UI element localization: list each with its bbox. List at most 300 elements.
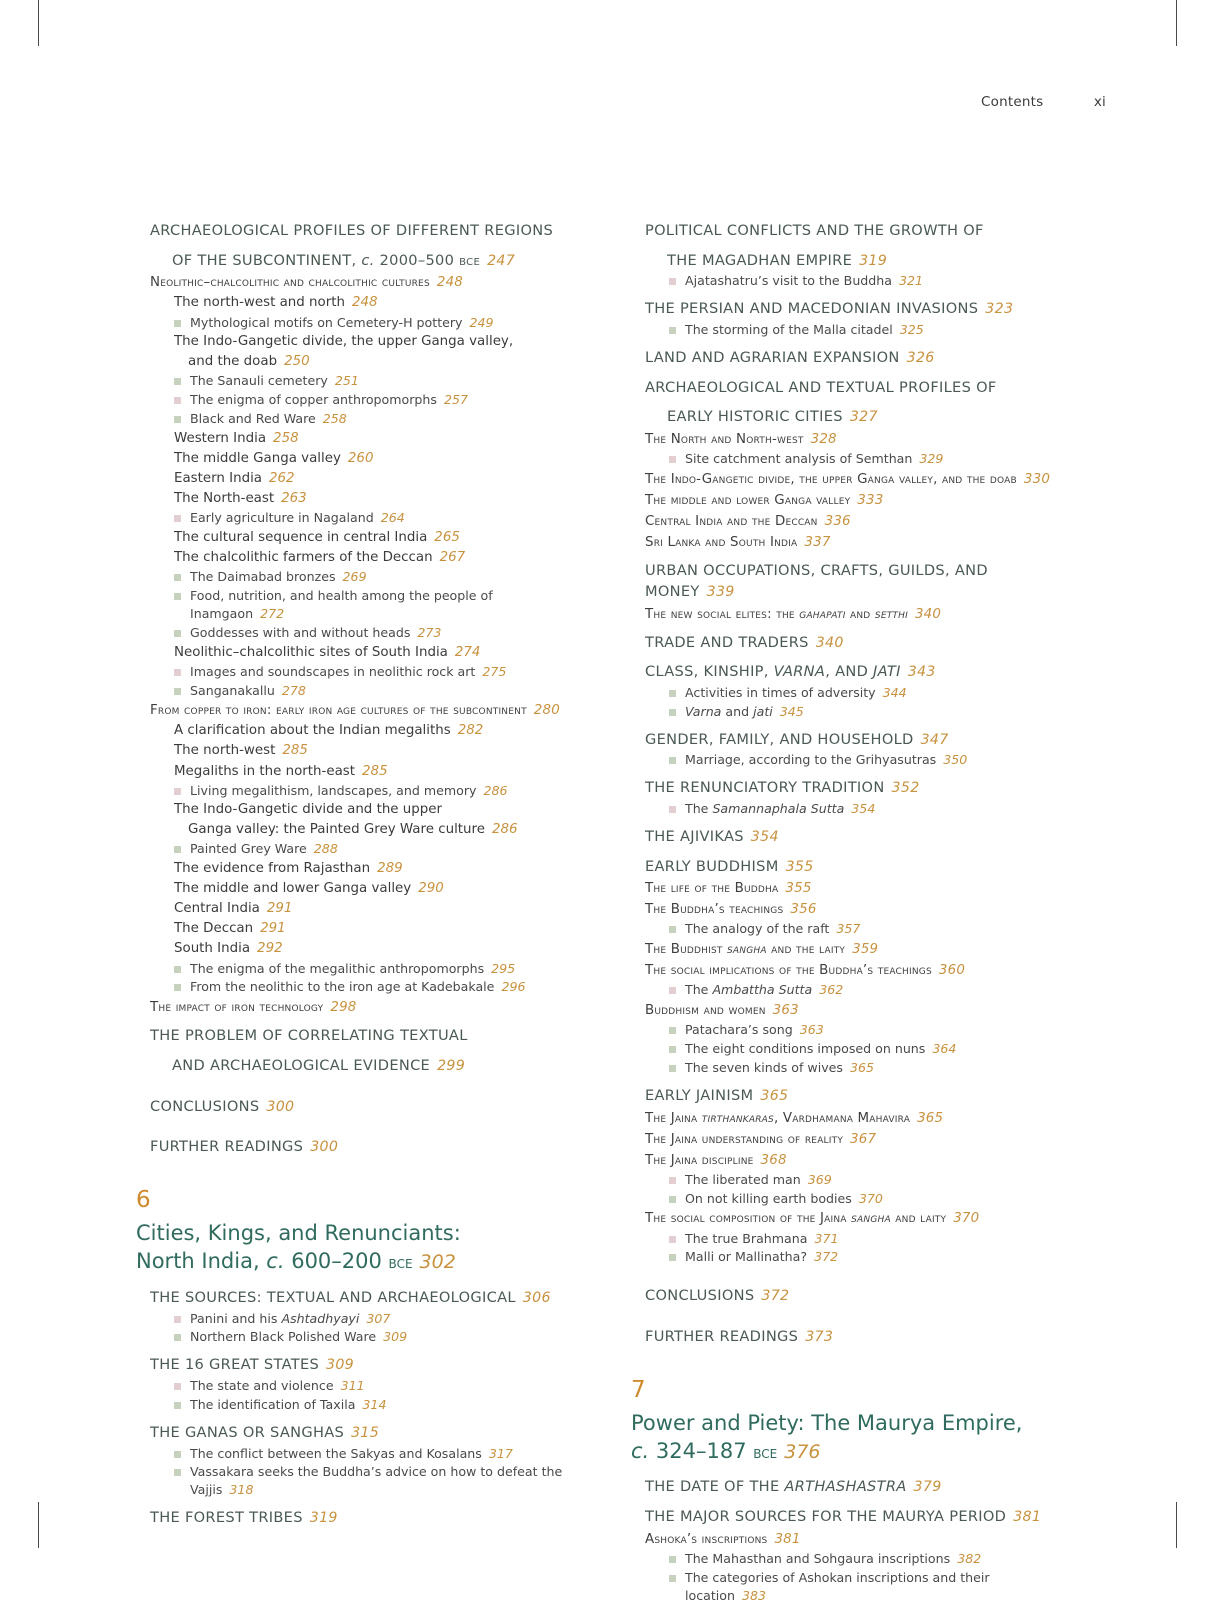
toc-page-number: 247: [487, 252, 516, 269]
toc-entry-label: Patachara’s song: [685, 1022, 793, 1038]
toc-entry-label: The analogy of the raft: [685, 921, 830, 937]
toc-page-number: 365: [760, 1087, 789, 1104]
toc-box-item[interactable]: [150, 1396, 575, 1414]
running-head-label: Contents: [981, 94, 1044, 110]
toc-heading-level3[interactable]: [150, 919, 575, 938]
toc-page-number: 275: [482, 663, 507, 679]
toc-heading-level2[interactable]: [645, 491, 1070, 510]
toc-heading-level1[interactable]: [645, 857, 1070, 878]
toc-page-number: 345: [779, 703, 804, 719]
toc-heading-level2[interactable]: [150, 701, 575, 720]
toc-heading-level1[interactable]: [150, 1288, 575, 1309]
toc-page-number: 381: [1013, 1509, 1042, 1526]
toc-page-number: 267: [439, 550, 466, 566]
toc-entry-label: The Samannaphala Sutta: [685, 801, 845, 817]
toc-heading-level1[interactable]: [645, 561, 1070, 602]
toc-box-item[interactable]: [150, 314, 575, 332]
toc-entry-label: ARCHAEOLOGICAL AND TEXTUAL PROFILES OF: [645, 378, 997, 396]
toc-box-item[interactable]: [150, 587, 575, 623]
chapter-opener[interactable]: [136, 1187, 575, 1276]
toc-page-number: 272: [260, 605, 285, 621]
toc-page-number: 318: [229, 1482, 254, 1498]
toc-heading-level3[interactable]: [150, 939, 575, 958]
toc-heading-level3[interactable]: [150, 548, 575, 567]
toc-page-number: 258: [273, 431, 299, 447]
toc-heading-level3[interactable]: [150, 449, 575, 468]
toc-heading-level3-cont[interactable]: [150, 352, 575, 371]
toc-entry-label: The seven kinds of wives: [685, 1060, 843, 1076]
toc-box-item[interactable]: [645, 1248, 1070, 1266]
toc-heading-level1[interactable]: [645, 730, 1070, 751]
toc-box-item[interactable]: [150, 1377, 575, 1395]
chapter-number: 7: [631, 1376, 646, 1403]
toc-heading-level3-cont[interactable]: [150, 820, 575, 839]
toc-box-item[interactable]: [150, 1328, 575, 1346]
toc-entry-label: THE PERSIAN AND MACEDONIAN INVASIONS: [645, 300, 979, 318]
toc-page-number: 365: [917, 1110, 944, 1126]
chapter-6-contents: [150, 1288, 575, 1529]
toc-page-number: 309: [326, 1357, 355, 1374]
toc-entry-label: The middle and lower Ganga valley: [174, 881, 412, 897]
toc-entry-label: CONCLUSIONS: [150, 1097, 260, 1115]
toc-entry-label: ARCHAEOLOGICAL PROFILES OF DIFFERENT REGIONS: [150, 222, 554, 239]
toc-heading-level1[interactable]: [645, 1477, 1070, 1498]
toc-page-number: 296: [501, 979, 526, 995]
toc-entry-label: Northern Black Polished Ware: [190, 1329, 377, 1345]
toc-entry-label: The social composition of the Jaina sangha and laity: [645, 1211, 947, 1227]
toc-entry-label: The north-west and north: [174, 295, 345, 311]
toc-heading-level2[interactable]: [645, 1001, 1070, 1020]
toc-box-item[interactable]: [645, 800, 1070, 818]
toc-page-number: 336: [824, 514, 851, 530]
toc-page-number: 354: [750, 828, 779, 845]
toc-page-number: 370: [858, 1190, 883, 1206]
spacer: [645, 1308, 1070, 1318]
toc-entry-label: Images and soundscapes in neolithic rock art: [190, 663, 476, 679]
toc-heading-level1[interactable]: [645, 778, 1070, 799]
toc-entry-label: The social implications of the Buddha’s teachings: [645, 963, 932, 979]
toc-heading-level2[interactable]: [645, 1130, 1070, 1149]
toc-page-number: 319: [859, 252, 888, 269]
toc-entry-label: Eastern India: [174, 471, 263, 487]
toc-entry-label: From copper to iron: early iron age cultures of the subcontinent: [150, 703, 527, 719]
toc-box-item[interactable]: [645, 1040, 1070, 1058]
toc-box-item[interactable]: [150, 978, 575, 996]
chapter-title-line2: North India, c. 600–200 bce 302: [136, 1249, 456, 1274]
toc-entry-label: TRADE AND TRADERS: [645, 633, 809, 651]
toc-entry-label: The North and North-west: [645, 432, 804, 448]
toc-page-number: 330: [1023, 471, 1051, 487]
toc-heading-level2[interactable]: [645, 533, 1070, 552]
toc-page-number: 264: [380, 510, 405, 526]
toc-page-number: 344: [882, 685, 907, 700]
toc-entry-label: Painted Grey Ware: [190, 841, 307, 857]
toc-heading-level3[interactable]: [150, 332, 575, 351]
toc-page-number: 251: [334, 373, 359, 389]
toc-page-number: 319: [309, 1510, 338, 1527]
toc-heading-level1[interactable]: [645, 662, 1070, 683]
toc-entry-label: The true Brahmana: [685, 1230, 808, 1246]
toc-entry-label: THE GANAS OR SANGHAS: [150, 1423, 345, 1441]
toc-box-item[interactable]: [150, 960, 575, 978]
toc-heading-level1[interactable]: [150, 1097, 575, 1118]
toc-entry-label: GENDER, FAMILY, AND HOUSEHOLD: [645, 730, 914, 748]
toc-entry-label: and the doab: [188, 354, 278, 370]
toc-heading-level2[interactable]: [645, 430, 1070, 449]
toc-box-item[interactable]: [645, 321, 1070, 339]
toc-heading-level2[interactable]: [645, 512, 1070, 531]
page-folio: xi: [1093, 94, 1106, 110]
toc-heading-level2[interactable]: [645, 1151, 1070, 1170]
toc-page-number: 362: [819, 982, 844, 998]
toc-page-number: 248: [436, 275, 464, 291]
toc-heading-level2[interactable]: [150, 998, 575, 1017]
toc-entry-label: Food, nutrition, and health among the people of Inamgaon: [190, 588, 493, 621]
toc-entry-label: THE SOURCES: TEXTUAL AND ARCHAEOLOGICAL: [150, 1288, 516, 1306]
toc-entry-label: FURTHER READINGS: [150, 1138, 304, 1156]
toc-heading-level3[interactable]: [150, 762, 575, 781]
toc-heading-level2[interactable]: [645, 961, 1070, 980]
toc-page-number: 273: [417, 624, 442, 640]
toc-heading-level1[interactable]: [150, 221, 575, 242]
toc-page-number: 317: [488, 1445, 513, 1461]
toc-heading-level1-cont[interactable]: [150, 251, 575, 272]
toc-page-number: 298: [330, 1000, 357, 1016]
toc-heading-level3[interactable]: [150, 721, 575, 740]
toc-entry-label: Panini and his Ashtadhyayi: [190, 1310, 360, 1326]
toc-entry-label: THE MAGADHAN EMPIRE: [667, 251, 853, 269]
toc-heading-level1[interactable]: [645, 1327, 1070, 1348]
chapter-title-line2: c. 324–187 bce 376: [631, 1438, 821, 1463]
toc-box-item[interactable]: [150, 509, 575, 527]
toc-entry-label: THE 16 GREAT STATES: [150, 1356, 320, 1374]
toc-heading-level2[interactable]: [645, 470, 1070, 489]
toc-box-item[interactable]: [150, 624, 575, 642]
chapter-page-number: 302: [419, 1251, 456, 1274]
toc-page-number: 263: [281, 491, 307, 507]
toc-heading-level2[interactable]: [645, 1530, 1070, 1549]
toc-box-item[interactable]: [645, 703, 1070, 721]
toc-page-number: 371: [814, 1230, 839, 1246]
toc-heading-level1[interactable]: [645, 1507, 1070, 1528]
toc-page-number: 257: [443, 392, 468, 408]
toc-entry-label: The Buddha’s teachings: [645, 902, 784, 918]
crop-mark: [38, 0, 39, 46]
toc-entry-label: OF THE SUBCONTINENT, c. 2000–500 bce: [172, 251, 481, 269]
toc-entry-label: Early agriculture in Nagaland: [190, 510, 374, 526]
toc-page-number: 299: [437, 1058, 466, 1074]
toc-entry-label: EARLY BUDDHISM: [645, 857, 779, 875]
toc-entry-label: The middle Ganga valley: [174, 451, 341, 467]
toc-heading-level3[interactable]: [150, 429, 575, 448]
running-head: [981, 94, 1106, 110]
toc-box-item[interactable]: [645, 920, 1070, 938]
toc-page-number: 292: [257, 941, 283, 957]
toc-page-number: 340: [914, 606, 942, 622]
toc-entry-label: Site catchment analysis of Semthan: [685, 451, 913, 467]
toc-page-number: 381: [774, 1531, 801, 1547]
toc-heading-level3[interactable]: [150, 859, 575, 878]
toc-page-number: 359: [852, 942, 879, 958]
toc-entry-label: Neolithic–chalcolithic and chalcolithic cultures: [150, 275, 430, 291]
toc-box-item[interactable]: [645, 1059, 1070, 1077]
toc-page-number: 340: [815, 634, 844, 651]
toc-page-number: 333: [857, 493, 884, 508]
toc-entry-label: Sanganakallu: [190, 682, 275, 698]
toc-page-number: 373: [805, 1328, 834, 1345]
toc-page-number: 286: [491, 822, 518, 838]
toc-heading-level2[interactable]: [645, 1109, 1070, 1128]
toc-entry-label: THE FOREST TRIBES: [150, 1509, 303, 1527]
chapter-title-line1: Cities, Kings, and Renunciants:: [136, 1221, 461, 1246]
toc-heading-level1[interactable]: [645, 378, 1070, 399]
toc-entry-label: The Daimabad bronzes: [190, 569, 336, 585]
toc-heading-level1[interactable]: [150, 1355, 575, 1376]
toc-heading-level1[interactable]: [645, 1286, 1070, 1307]
toc-box-item[interactable]: [150, 410, 575, 428]
toc-page-number: 363: [772, 1003, 799, 1019]
spacer: [150, 1078, 575, 1088]
toc-page-number: 288: [313, 841, 338, 857]
toc-page-number: 248: [351, 295, 378, 311]
chapter-7-contents: [645, 1477, 1070, 1604]
toc-box-item[interactable]: [150, 663, 575, 681]
toc-entry-label: Varna and jati: [685, 703, 773, 719]
toc-heading-level1[interactable]: [645, 633, 1070, 654]
toc-page-number: 278: [281, 682, 306, 698]
toc-heading-level1[interactable]: [645, 827, 1070, 848]
toc-box-item[interactable]: [645, 684, 1070, 702]
toc-heading-level3[interactable]: [150, 741, 575, 760]
toc-page-number: 290: [418, 881, 444, 897]
toc-page-number: 327: [849, 409, 878, 426]
toc-entry-label: Activities in times of adversity: [685, 685, 876, 700]
toc-page-number: 323: [985, 301, 1014, 318]
toc-entry-label: Goddesses with and without heads: [190, 624, 411, 640]
toc-page-number: 383: [741, 1587, 767, 1603]
spacer: [645, 1267, 1070, 1277]
toc-entry-label: The Jaina tirthankaras, Vardhamana Mahavira: [645, 1110, 911, 1126]
toc-entry-label: The Jaina discipline: [645, 1152, 754, 1168]
toc-box-item[interactable]: [645, 1569, 1070, 1605]
toc-entry-label: Sri Lanka and South India: [645, 535, 798, 551]
toc-entry-label: The life of the Buddha: [645, 881, 779, 897]
toc-page-number: 286: [483, 782, 508, 798]
toc-heading-level1[interactable]: [645, 299, 1070, 320]
toc-heading-level3[interactable]: [150, 293, 575, 312]
toc-heading-level3[interactable]: [150, 899, 575, 918]
toc-page-number: 300: [310, 1139, 339, 1156]
toc-entry-label: The enigma of copper anthropomorphs: [190, 392, 437, 408]
toc-box-item[interactable]: [645, 1190, 1070, 1208]
toc-entry-label: The Indo-Gangetic divide, the upper Ganga valley,: [174, 334, 514, 350]
toc-page-number: 360: [938, 963, 966, 979]
toc-entry-label: The middle and lower Ganga valley: [645, 493, 851, 508]
toc-box-item[interactable]: [150, 840, 575, 858]
chapter-opener[interactable]: [631, 1376, 1070, 1466]
toc-page-number: 347: [920, 731, 949, 748]
toc-heading-level1[interactable]: [150, 1137, 575, 1158]
toc-entry-label: Western India: [174, 431, 267, 447]
toc-page-number: 282: [457, 723, 484, 739]
toc-page-number: 295: [491, 960, 516, 976]
toc-entry-label: The conflict between the Sakyas and Kosalans: [190, 1445, 482, 1461]
chapter-page-number: 376: [784, 1440, 821, 1463]
toc-entry-label: The north-west: [174, 743, 276, 759]
toc-heading-level3[interactable]: [150, 469, 575, 488]
toc-page-number: 314: [362, 1396, 387, 1412]
toc-page-number: 364: [932, 1041, 957, 1057]
toc-box-item[interactable]: [645, 1230, 1070, 1248]
toc-heading-level3[interactable]: [150, 879, 575, 898]
toc-box-item[interactable]: [150, 1445, 575, 1463]
toc-box-item[interactable]: [645, 1171, 1070, 1189]
toc-entry-label: Marriage, according to the Grihyasutras: [685, 752, 937, 768]
toc-heading-level1-cont[interactable]: [645, 251, 1070, 272]
toc-page-number: 311: [340, 1378, 365, 1394]
toc-entry-label: The evidence from Rajasthan: [174, 861, 371, 877]
toc-page-number: 350: [943, 752, 968, 768]
toc-page-number: 352: [891, 780, 920, 797]
contents-column-right: [631, 212, 1070, 1606]
toc-page-number: 369: [807, 1171, 832, 1187]
toc-entry-label: The chalcolithic farmers of the Deccan: [174, 550, 433, 566]
toc-page-number: 372: [761, 1288, 790, 1305]
toc-page-number: 285: [282, 743, 308, 759]
toc-heading-level2[interactable]: [645, 900, 1070, 919]
toc-page-number: 355: [785, 881, 812, 897]
toc-page-number: 370: [953, 1211, 980, 1227]
toc-heading-level3[interactable]: [150, 800, 575, 819]
toc-heading-level2[interactable]: [645, 605, 1070, 624]
toc-page-number: 326: [906, 349, 935, 366]
toc-entry-label: THE DATE OF THE ARTHASHASTRA: [645, 1478, 907, 1496]
toc-heading-level2[interactable]: [645, 1209, 1070, 1228]
toc-heading-level3[interactable]: [150, 528, 575, 547]
contents-columns: [136, 212, 1070, 1606]
toc-page-number: 269: [342, 569, 367, 585]
toc-entry-label: A clarification about the Indian megaliths: [174, 723, 451, 739]
toc-entry-label: The Buddhist sangha and the laity: [645, 942, 846, 958]
toc-heading-level1[interactable]: [645, 348, 1070, 369]
toc-page-number: 260: [347, 451, 374, 467]
toc-entry-label: AND ARCHAEOLOGICAL EVIDENCE: [172, 1057, 431, 1074]
toc-box-item[interactable]: [150, 391, 575, 409]
toc-entry-label: The storming of the Malla citadel: [685, 322, 893, 338]
toc-page-number: 355: [785, 858, 814, 875]
toc-heading-level1[interactable]: [645, 221, 1070, 242]
toc-entry-label: The cultural sequence in central India: [174, 530, 428, 546]
spacer: [150, 1118, 575, 1128]
toc-entry-label: The Sanauli cemetery: [190, 373, 328, 389]
toc-entry-label: THE MAJOR SOURCES FOR THE MAURYA PERIOD: [645, 1508, 1007, 1526]
toc-page-number: 328: [810, 432, 837, 448]
toc-box-item[interactable]: [645, 272, 1070, 290]
toc-entry-label: Black and Red Ware: [190, 411, 316, 427]
toc-entry-label: The new social elites: the gahapati and setthi: [645, 606, 908, 622]
toc-heading-level1[interactable]: [150, 1508, 575, 1529]
toc-box-item[interactable]: [150, 568, 575, 586]
toc-entry-label: The liberated man: [685, 1171, 801, 1187]
toc-box-item[interactable]: [645, 1550, 1070, 1568]
toc-entry-label: South India: [174, 941, 251, 957]
toc-entry-label: The identification of Taxila: [190, 1396, 356, 1412]
toc-page-number: 285: [362, 763, 388, 779]
toc-page-number: 306: [522, 1289, 551, 1306]
toc-page-number: 300: [266, 1098, 295, 1115]
toc-page-number: 339: [706, 583, 735, 600]
toc-page-number: 291: [266, 901, 293, 917]
toc-entry-label: EARLY HISTORIC CITIES: [667, 408, 843, 426]
toc-entry-label: The Ambattha Sutta: [685, 982, 813, 998]
toc-entry-label: On not killing earth bodies: [685, 1190, 852, 1206]
toc-heading-level1-cont[interactable]: [645, 407, 1070, 428]
toc-heading-level1-cont[interactable]: [150, 1056, 575, 1077]
toc-entry-label: Central India: [174, 901, 260, 917]
toc-page-number: 280: [533, 703, 560, 719]
toc-entry-label: The Indo-Gangetic divide and the upper: [174, 802, 443, 818]
toc-box-item[interactable]: [150, 1310, 575, 1328]
toc-entry-label: Ashoka’s inscriptions: [645, 1531, 768, 1547]
toc-page-number: 357: [836, 921, 861, 937]
toc-box-item[interactable]: [150, 782, 575, 800]
toc-box-item[interactable]: [150, 682, 575, 700]
toc-page-number: 262: [269, 471, 295, 487]
toc-heading-level3[interactable]: [150, 489, 575, 508]
toc-entry-label: POLITICAL CONFLICTS AND THE GROWTH OF: [645, 222, 984, 239]
toc-heading-level3[interactable]: [150, 643, 575, 662]
toc-page-number: 354: [851, 801, 876, 817]
toc-box-item[interactable]: [150, 1463, 575, 1499]
toc-entry-label: Neolithic–chalcolithic sites of South India: [174, 644, 448, 660]
toc-entry-label: The state and violence: [190, 1378, 334, 1394]
contents-column-left: [136, 212, 575, 1606]
toc-heading-level2[interactable]: [645, 879, 1070, 898]
toc-heading-level2[interactable]: [645, 940, 1070, 959]
toc-page-number: 321: [899, 273, 924, 289]
toc-heading-level1[interactable]: [150, 1423, 575, 1444]
toc-entry-label: Ganga valley: the Painted Grey Ware culture: [188, 822, 485, 838]
toc-entry-label: CLASS, KINSHIP, VARNA, AND JATI: [645, 663, 901, 681]
toc-heading-level1[interactable]: [150, 1026, 575, 1047]
toc-entry-label: LAND AND AGRARIAN EXPANSION: [645, 348, 900, 366]
toc-entry-label: Central India and the Deccan: [645, 514, 818, 530]
toc-page-number: 250: [284, 354, 310, 370]
toc-box-item[interactable]: [645, 450, 1070, 468]
toc-entry-label: THE RENUNCIATORY TRADITION: [645, 779, 885, 797]
toc-box-item[interactable]: [645, 981, 1070, 999]
chapter-title-line1: Power and Piety: The Maurya Empire,: [631, 1410, 1023, 1435]
toc-entry-label: EARLY JAINISM: [645, 1086, 754, 1104]
toc-box-item[interactable]: [645, 1021, 1070, 1039]
toc-entry-label: Buddhism and women: [645, 1003, 766, 1019]
toc-page-number: 372: [814, 1249, 839, 1265]
toc-page-number: 343: [907, 664, 936, 681]
toc-entry-label: The Mahasthan and Sohgaura inscriptions: [685, 1550, 951, 1566]
toc-entry-label: The impact of iron technology: [150, 1000, 324, 1016]
toc-heading-level2[interactable]: [150, 273, 575, 292]
toc-box-item[interactable]: [150, 372, 575, 390]
toc-page-number: 289: [377, 861, 403, 877]
toc-entry-label: Ajatashatru’s visit to the Buddha: [685, 273, 892, 289]
toc-box-item[interactable]: [645, 751, 1070, 769]
toc-heading-level1[interactable]: [645, 1086, 1070, 1107]
toc-entry-label: The eight conditions imposed on nuns: [685, 1041, 926, 1057]
toc-page-number: 337: [804, 535, 831, 551]
toc-page-number: 258: [322, 411, 347, 427]
crop-mark: [1176, 0, 1177, 46]
toc-entry-label: The Indo-Gangetic divide, the upper Ganga valley, and the doab: [645, 471, 1017, 487]
